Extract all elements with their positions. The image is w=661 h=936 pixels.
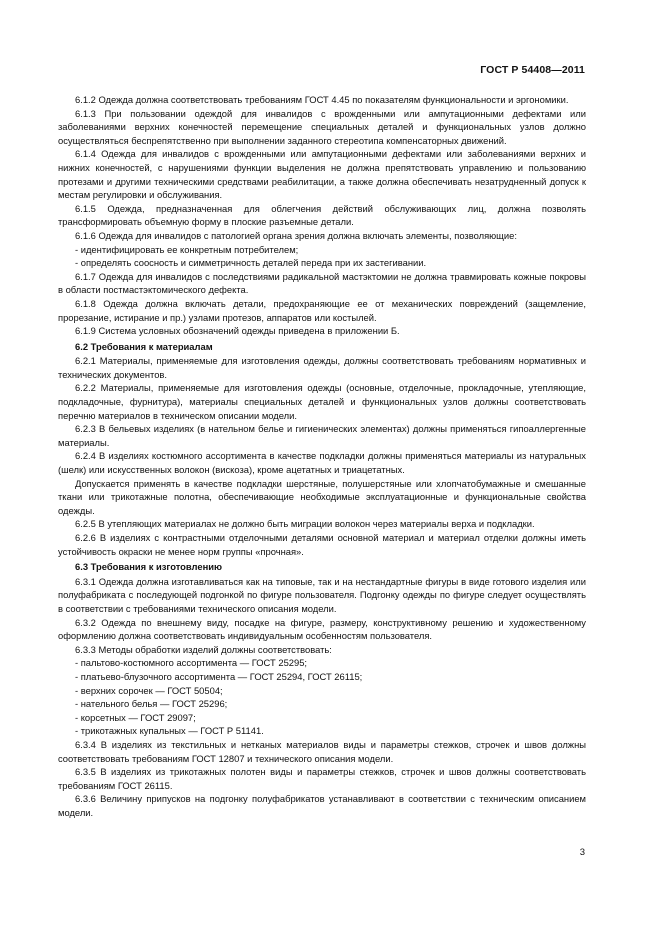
paragraph: 6.3.4 В изделиях из текстильных и нетканых материалов виды и параметры стежков, строчек и швов должны соответствовать требованиям ГОСТ 12807 и технического описания модели. bbox=[58, 738, 586, 764]
paragraph: 6.1.6 Одежда для инвалидов с патологией органа зрения должна включать элементы, позволяющие: bbox=[75, 229, 517, 241]
list-item: - корсетных — ГОСТ 29097; bbox=[75, 711, 196, 723]
paragraph: 6.1.9 Система условных обозначений одежды приведена в приложении Б. bbox=[75, 325, 400, 337]
paragraph: 6.1.3 При пользовании одеждой для инвалидов с врожденными или ампутационными дефектами или заболеваниями верхних конечностей перемещение специальных деталей и функциональных узлов должно осуществляться беспрепятственно при выполнении заданного стереотипа компенсаторных движений. bbox=[58, 107, 586, 146]
paragraph: 6.1.8 Одежда должна включать детали, предохраняющие ее от механических повреждений (защемление, прорезание, истирание и пр.) узлами протезов, аппаратов или костылей. bbox=[58, 297, 586, 323]
paragraph: 6.1.4 Одежда для инвалидов с врожденными или ампутационными дефектами или заболеваниями верхних и нижних конечностей, с нарушениями функции выделения не должна препятствовать управлению и пользованию протезами и другими техническими средствами реабилитации, а также должна обеспечивать незатрудненный допуск к местам регулировки и обслуживания. bbox=[58, 148, 586, 201]
paragraph: 6.1.2 Одежда должна соответствовать требованиям ГОСТ 4.45 по показателям функциональности и эргономики. bbox=[75, 94, 569, 105]
paragraph: 6.2.1 Материалы, применяемые для изготовления одежды, должны соответствовать требованиям нормативных и технических документов. bbox=[58, 355, 586, 380]
paragraph: 6.2.3 В бельевых изделиях (в нательном белье и гигиенических элементах) должны применяться гипоаллергенные материалы. bbox=[58, 423, 586, 448]
section-heading: 6.3 Требования к изготовлению bbox=[75, 561, 222, 573]
document-body bbox=[58, 93, 586, 819]
paragraph: 6.3.1 Одежда должна изготавливаться как на типовые, так и на нестандартные фигуры в виде готового изделия или полуфабриката с последующей подгонкой по фигуре пользователя. Подгонку одежды по фигуре следует осуществлять в соответствии с требованиями технического описания модели. bbox=[58, 575, 586, 614]
paragraph: 6.2.4 В изделиях костюмного ассортимента в качестве подкладки должны применяться материалы из натуральных (шелк) или искусственных волокон (вискоза), кроме ацетатных и триацетатных. bbox=[58, 450, 586, 476]
paragraph: 6.2.2 Материалы, применяемые для изготовления одежды (основные, отделочные, прокладочные, утепляющие, подкладочные, фурнитура), материалы специальных деталей и функциональных узлов должны соответствовать перечню материалов в техническом описании модели. bbox=[58, 382, 586, 421]
list-item: - трикотажных купальных — ГОСТ Р 51141. bbox=[75, 725, 264, 737]
paragraph: 6.3.6 Величину припусков на подгонку полуфабрикатов устанавливают в соответствии с техническим описанием модели. bbox=[58, 793, 586, 818]
paragraph: 6.2.6 В изделиях с контрастными отделочными деталями основной материал и материал отделки должны иметь устойчивость окраски не менее норм группы «прочная». bbox=[58, 532, 586, 557]
section-heading: 6.2 Требования к материалам bbox=[75, 340, 213, 352]
page-number: 3 bbox=[579, 847, 585, 858]
document-id-header: ГОСТ Р 54408—2011 bbox=[480, 64, 585, 76]
paragraph: 6.1.5 Одежда, предназначенная для облегчения действий обслуживающих лиц, должна позволять трансформировать объемную форму в плоские разъемные детали. bbox=[58, 202, 586, 228]
list-item: - верхних сорочек — ГОСТ 50504; bbox=[75, 684, 223, 696]
paragraph: 6.1.7 Одежда для инвалидов с последствиями радикальной мастэктомии не должна травмировать кожные покровы в области постмастэктомического дефекта. bbox=[58, 270, 586, 296]
paragraph: Допускается применять в качестве подкладки шерстяные, полушерстяные или хлопчатобумажные и смешанные ткани или трикотажные полотна, обеспечивающие необходимые эксплуатационные и функциональные свойства одежды. bbox=[58, 477, 586, 516]
list-item: - нательного белья — ГОСТ 25296; bbox=[75, 698, 228, 710]
paragraph: 6.3.3 Методы обработки изделий должны соответствовать: bbox=[75, 643, 332, 655]
paragraph: 6.3.2 Одежда по внешнему виду, посадке на фигуре, размеру, конструктивному решению и художественному оформлению должна соответствовать индивидуальным особенностям пользователя. bbox=[58, 616, 586, 642]
list-item: - идентифицировать ее конкретным потребителем; bbox=[75, 243, 299, 255]
paragraph: 6.2.5 В утепляющих материалах не должно быть миграции волокон через материалы верха и подкладки. bbox=[75, 518, 535, 530]
list-item: - определять соосность и симметричность деталей переда при их застегивании. bbox=[75, 257, 427, 269]
list-item: - пальтово-костюмного ассортимента — ГОСТ 25295; bbox=[75, 657, 308, 669]
list-item: - платьево-блузочного ассортимента — ГОСТ 25294, ГОСТ 26115; bbox=[75, 670, 363, 682]
paragraph: 6.3.5 В изделиях из трикотажных полотен виды и параметры стежков, строчек и швов должны соответствовать требованиям ГОСТ 26115. bbox=[58, 766, 586, 791]
